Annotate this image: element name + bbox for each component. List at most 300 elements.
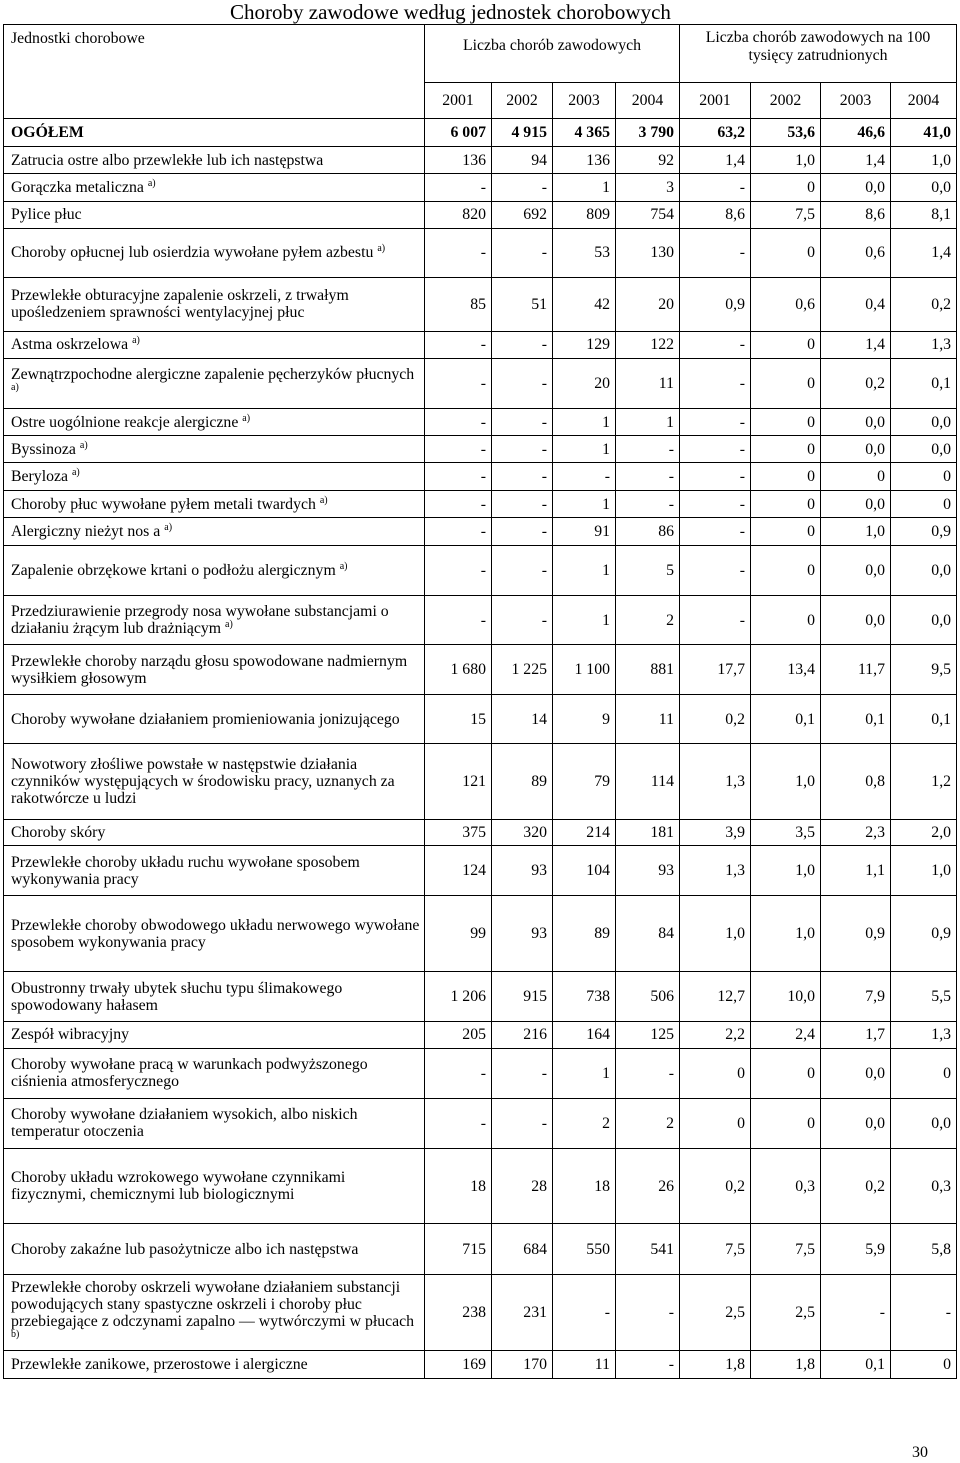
cases-count-cell: 89: [492, 744, 553, 820]
cases-count-cell: 214: [553, 819, 616, 846]
cases-count-cell: 692: [492, 202, 553, 229]
cases-rate-cell: 0,9: [891, 518, 957, 546]
cases-rate-cell: 63,2: [680, 119, 751, 147]
cases-count-cell: 170: [492, 1351, 553, 1379]
cases-rate-cell: 1,0: [891, 146, 957, 174]
cases-rate-cell: -: [680, 331, 751, 358]
cases-rate-cell: -: [680, 228, 751, 277]
cases-rate-cell: 0: [891, 462, 957, 490]
disease-unit-text: Gorączka metaliczna: [11, 179, 144, 197]
cases-rate-cell: 2,5: [751, 1275, 821, 1351]
cases-rate-cell: 0,1: [891, 358, 957, 408]
cases-rate-cell: 1,3: [891, 331, 957, 358]
cases-rate-cell: 46,6: [821, 119, 891, 147]
table-header: [4, 25, 957, 119]
cases-count-cell: 51: [492, 277, 553, 331]
disease-unit-label: [4, 1224, 425, 1275]
disease-unit-label: [4, 846, 425, 896]
cases-rate-cell: 2,0: [891, 819, 957, 846]
cases-count-cell: 20: [616, 277, 680, 331]
cases-rate-cell: 1,7: [821, 1022, 891, 1049]
cases-rate-cell: 0,3: [891, 1148, 957, 1224]
cases-count-cell: 93: [492, 896, 553, 972]
disease-unit-text: Choroby wywołane pracą w warunkach podwyższonego ciśnienia atmosferycznego: [11, 1056, 368, 1091]
cases-count-cell: 4 365: [553, 119, 616, 147]
cases-rate-cell: 13,4: [751, 645, 821, 695]
cases-count-cell: 881: [616, 645, 680, 695]
cases-rate-cell: 5,9: [821, 1224, 891, 1275]
cases-count-cell: -: [616, 462, 680, 490]
cases-count-cell: 11: [553, 1351, 616, 1379]
cases-count-cell: 136: [425, 146, 492, 174]
disease-unit-text: Byssinoza: [11, 440, 76, 458]
cases-count-cell: 541: [616, 1224, 680, 1275]
table-row: [4, 645, 957, 695]
disease-unit-text: Astma oskrzelowa: [11, 336, 129, 354]
cases-rate-cell: 0,0: [821, 546, 891, 596]
cases-rate-cell: 0,0: [821, 436, 891, 463]
cases-count-cell: 104: [553, 846, 616, 896]
cases-count-cell: -: [425, 1048, 492, 1098]
cases-count-cell: 130: [616, 228, 680, 277]
cases-count-cell: -: [425, 1098, 492, 1148]
cases-rate-cell: 0,9: [891, 896, 957, 972]
cases-rate-cell: -: [680, 174, 751, 202]
cases-count-cell: -: [425, 358, 492, 408]
disease-unit-label: [4, 462, 425, 490]
footnote-marker: a): [225, 619, 233, 631]
table-row: [4, 819, 957, 846]
header-year: 2004: [616, 83, 680, 119]
disease-unit-label: [4, 1048, 425, 1098]
cases-rate-cell: 5,5: [891, 971, 957, 1021]
cases-count-cell: 15: [425, 695, 492, 744]
disease-unit-label: [4, 146, 425, 174]
cases-count-cell: 1 100: [553, 645, 616, 695]
cases-rate-cell: 0: [751, 546, 821, 596]
cases-count-cell: 14: [492, 695, 553, 744]
cases-rate-cell: 1,0: [891, 846, 957, 896]
table-row: [4, 1351, 957, 1379]
disease-unit-label: [4, 1022, 425, 1049]
cases-rate-cell: 1,4: [821, 331, 891, 358]
disease-unit-label: [4, 277, 425, 331]
footnote-marker: a): [132, 335, 140, 347]
cases-rate-cell: 0,0: [891, 596, 957, 645]
cases-rate-cell: 0: [751, 228, 821, 277]
cases-count-cell: -: [492, 490, 553, 518]
cases-count-cell: 231: [492, 1275, 553, 1351]
cases-rate-cell: 1,0: [751, 744, 821, 820]
cases-count-cell: 915: [492, 971, 553, 1021]
cases-count-cell: 1: [553, 436, 616, 463]
cases-rate-cell: 0,1: [751, 695, 821, 744]
cases-rate-cell: 1,8: [751, 1351, 821, 1379]
table-row: [4, 277, 957, 331]
cases-count-cell: -: [492, 546, 553, 596]
cases-count-cell: -: [492, 1048, 553, 1098]
cases-count-cell: 89: [553, 896, 616, 972]
table-row: [4, 1224, 957, 1275]
cases-rate-cell: 0,2: [891, 277, 957, 331]
header-year: 2001: [680, 83, 751, 119]
table-row: [4, 695, 957, 744]
cases-count-cell: -: [616, 490, 680, 518]
cases-rate-cell: 0: [680, 1048, 751, 1098]
cases-count-cell: 93: [492, 846, 553, 896]
cases-rate-cell: -: [680, 408, 751, 436]
cases-count-cell: 1: [553, 546, 616, 596]
cases-count-cell: -: [492, 408, 553, 436]
cases-rate-cell: -: [680, 546, 751, 596]
cases-count-cell: 124: [425, 846, 492, 896]
cases-count-cell: 114: [616, 744, 680, 820]
cases-count-cell: -: [492, 1098, 553, 1148]
cases-count-cell: 820: [425, 202, 492, 229]
cases-rate-cell: -: [891, 1275, 957, 1351]
header-year: 2003: [821, 83, 891, 119]
cases-rate-cell: 0,3: [751, 1148, 821, 1224]
cases-rate-cell: 1,0: [751, 896, 821, 972]
cases-rate-cell: 0,2: [680, 695, 751, 744]
cases-count-cell: -: [492, 518, 553, 546]
disease-unit-text: Zapalenie obrzękowe krtani o podłożu alergicznym: [11, 562, 336, 580]
cases-rate-cell: 0,2: [680, 1148, 751, 1224]
cases-count-cell: 205: [425, 1022, 492, 1049]
cases-count-cell: 85: [425, 277, 492, 331]
table-row: [4, 1022, 957, 1049]
disease-unit-text: Beryloza: [11, 467, 69, 485]
cases-count-cell: 86: [616, 518, 680, 546]
disease-unit-label: [4, 546, 425, 596]
cases-rate-cell: 7,9: [821, 971, 891, 1021]
disease-unit-text: Choroby płuc wywołane pyłem metali twardych: [11, 495, 316, 513]
cases-rate-cell: 0: [891, 1048, 957, 1098]
disease-unit-text: Ostre uogólnione reakcje alergiczne: [11, 413, 239, 431]
cases-rate-cell: -: [821, 1275, 891, 1351]
page-number: 30: [912, 1444, 928, 1461]
header-disease-units: Jednostki chorobowe: [4, 25, 425, 119]
cases-count-cell: 122: [616, 331, 680, 358]
disease-unit-label: [4, 408, 425, 436]
cases-count-cell: -: [492, 436, 553, 463]
cases-count-cell: 550: [553, 1224, 616, 1275]
cases-rate-cell: 2,5: [680, 1275, 751, 1351]
cases-count-cell: 6 007: [425, 119, 492, 147]
cases-count-cell: 5: [616, 546, 680, 596]
disease-unit-label: [4, 971, 425, 1021]
disease-unit-label: [4, 119, 425, 147]
footnote-marker: a): [339, 561, 348, 573]
footnote-marker: a): [147, 178, 156, 190]
disease-unit-label: [4, 174, 425, 202]
cases-rate-cell: 0,0: [891, 546, 957, 596]
footnote-marker: a): [71, 466, 80, 478]
cases-rate-cell: 0,0: [891, 174, 957, 202]
disease-unit-label: [4, 819, 425, 846]
cases-rate-cell: 0: [751, 436, 821, 463]
cases-rate-cell: 0,0: [891, 436, 957, 463]
cases-count-cell: 18: [425, 1148, 492, 1224]
cases-count-cell: 94: [492, 146, 553, 174]
cases-rate-cell: 1,4: [821, 146, 891, 174]
cases-count-cell: 18: [553, 1148, 616, 1224]
cases-rate-cell: 0,2: [821, 1148, 891, 1224]
footnote-marker: a): [79, 439, 88, 451]
disease-unit-text: Nowotwory złośliwe powstałe w następstwie działania czynników występujących w środowisku pracy, uznanych za rakotwórcze u ludzi: [11, 755, 395, 807]
cases-count-cell: 2: [616, 596, 680, 645]
table-row: [4, 228, 957, 277]
cases-rate-cell: 3,9: [680, 819, 751, 846]
cases-count-cell: -: [425, 331, 492, 358]
table-row: [4, 971, 957, 1021]
cases-count-cell: 320: [492, 819, 553, 846]
table-row: [4, 846, 957, 896]
cases-count-cell: -: [425, 174, 492, 202]
cases-rate-cell: 11,7: [821, 645, 891, 695]
cases-rate-cell: 0: [751, 462, 821, 490]
cases-count-cell: 1: [553, 1048, 616, 1098]
table-title: Choroby zawodowe według jednostek chorobowych: [230, 0, 671, 24]
cases-rate-cell: 0,1: [821, 695, 891, 744]
cases-count-cell: 1 206: [425, 971, 492, 1021]
cases-count-cell: 1 680: [425, 645, 492, 695]
cases-count-cell: -: [425, 436, 492, 463]
footnote-marker: a): [11, 382, 19, 394]
table-row: [4, 490, 957, 518]
disease-unit-label: [4, 1351, 425, 1379]
cases-count-cell: 506: [616, 971, 680, 1021]
cases-rate-cell: 0,0: [821, 596, 891, 645]
disease-unit-text: Choroby opłucnej lub osierdzia wywołane pyłem azbestu: [11, 244, 374, 262]
cases-count-cell: 715: [425, 1224, 492, 1275]
cases-count-cell: 53: [553, 228, 616, 277]
footnote-marker: b): [11, 1328, 20, 1340]
cases-count-cell: 684: [492, 1224, 553, 1275]
cases-count-cell: -: [492, 228, 553, 277]
cases-count-cell: -: [425, 408, 492, 436]
cases-rate-cell: 2,4: [751, 1022, 821, 1049]
table-row: [4, 546, 957, 596]
cases-count-cell: 84: [616, 896, 680, 972]
disease-unit-text: Choroby skóry: [11, 824, 106, 842]
disease-unit-text: Choroby układu wzrokowego wywołane czynnikami fizycznymi, chemicznymi lub biologicznymi: [11, 1169, 346, 1204]
disease-unit-text: Przewlekłe choroby układu ruchu wywołane sposobem wykonywania pracy: [11, 853, 360, 888]
disease-unit-label: [4, 490, 425, 518]
cases-rate-cell: 1,0: [751, 846, 821, 896]
cases-count-cell: 91: [553, 518, 616, 546]
disease-unit-text: Alergiczny nieżyt nos a: [11, 523, 161, 541]
cases-count-cell: -: [616, 1048, 680, 1098]
cases-rate-cell: 1,1: [821, 846, 891, 896]
cases-count-cell: 1: [553, 490, 616, 518]
cases-count-cell: 1: [553, 596, 616, 645]
cases-rate-cell: 53,6: [751, 119, 821, 147]
cases-count-cell: 2: [616, 1098, 680, 1148]
disease-unit-label: [4, 518, 425, 546]
cases-count-cell: 738: [553, 971, 616, 1021]
cases-rate-cell: -: [680, 518, 751, 546]
table-row: [4, 331, 957, 358]
cases-rate-cell: 1,4: [891, 228, 957, 277]
cases-count-cell: 809: [553, 202, 616, 229]
disease-unit-label: [4, 744, 425, 820]
table-row: [4, 1275, 957, 1351]
cases-rate-cell: 1,0: [680, 896, 751, 972]
table-row: [4, 174, 957, 202]
cases-rate-cell: 0,9: [821, 896, 891, 972]
cases-rate-cell: 0,0: [891, 1098, 957, 1148]
cases-rate-cell: -: [680, 358, 751, 408]
cases-rate-cell: 0: [891, 1351, 957, 1379]
cases-rate-cell: 0,0: [821, 1048, 891, 1098]
cases-count-cell: 136: [553, 146, 616, 174]
cases-count-cell: 129: [553, 331, 616, 358]
disease-unit-label: [4, 202, 425, 229]
table-row: [4, 358, 957, 408]
cases-count-cell: 1: [616, 408, 680, 436]
cases-rate-cell: 0,0: [891, 408, 957, 436]
cases-rate-cell: 0,1: [821, 1351, 891, 1379]
table-row: [4, 1098, 957, 1148]
cases-rate-cell: 0: [751, 1048, 821, 1098]
cases-rate-cell: 0: [751, 358, 821, 408]
disease-unit-text: Choroby wywołane działaniem promieniowania jonizującego: [11, 710, 400, 728]
table-row: [4, 146, 957, 174]
cases-rate-cell: 0,0: [821, 1098, 891, 1148]
table-row: [4, 596, 957, 645]
disease-unit-text: Przewlekłe zanikowe, przerostowe i alergiczne: [11, 1356, 308, 1374]
disease-unit-label: [4, 695, 425, 744]
cases-count-cell: -: [616, 1351, 680, 1379]
disease-unit-label: [4, 645, 425, 695]
cases-count-cell: 1: [553, 408, 616, 436]
cases-rate-cell: 0,0: [821, 490, 891, 518]
table-row: [4, 896, 957, 972]
cases-rate-cell: 0,9: [680, 277, 751, 331]
cases-rate-cell: 1,0: [751, 146, 821, 174]
header-year: 2002: [492, 83, 553, 119]
disease-unit-label: [4, 596, 425, 645]
cases-count-cell: 754: [616, 202, 680, 229]
cases-count-cell: 11: [616, 695, 680, 744]
cases-count-cell: 169: [425, 1351, 492, 1379]
cases-rate-cell: 1,3: [680, 846, 751, 896]
cases-rate-cell: 0,8: [821, 744, 891, 820]
cases-count-cell: -: [553, 1275, 616, 1351]
cases-count-cell: -: [425, 228, 492, 277]
disease-unit-text: Zatrucia ostre albo przewlekłe lub ich następstwa: [11, 151, 324, 169]
cases-rate-cell: 1,0: [821, 518, 891, 546]
cases-count-cell: 238: [425, 1275, 492, 1351]
cases-rate-cell: -: [680, 436, 751, 463]
cases-rate-cell: 0,1: [891, 695, 957, 744]
disease-unit-text: Zewnątrzpochodne alergiczne zapalenie pęcherzyków płucnych: [11, 366, 415, 384]
disease-unit-label: [4, 1148, 425, 1224]
cases-rate-cell: 0: [680, 1098, 751, 1148]
cases-count-cell: -: [616, 436, 680, 463]
cases-count-cell: 121: [425, 744, 492, 820]
cases-count-cell: -: [616, 1275, 680, 1351]
cases-rate-cell: 2,2: [680, 1022, 751, 1049]
cases-count-cell: -: [492, 331, 553, 358]
header-year: 2001: [425, 83, 492, 119]
disease-unit-label: [4, 436, 425, 463]
footnote-marker: a): [377, 243, 386, 255]
cases-count-cell: 92: [616, 146, 680, 174]
table-row: [4, 518, 957, 546]
cases-rate-cell: 0: [751, 1098, 821, 1148]
cases-count-cell: -: [492, 358, 553, 408]
cases-rate-cell: 2,3: [821, 819, 891, 846]
disease-unit-text: Przedziurawienie przegrody nosa wywołane substancjami o działaniu żrącym lub drażniącym: [11, 603, 389, 638]
cases-count-cell: -: [553, 462, 616, 490]
cases-count-cell: -: [492, 174, 553, 202]
cases-rate-cell: 1,8: [680, 1351, 751, 1379]
cases-count-cell: -: [425, 518, 492, 546]
disease-unit-text: Zespół wibracyjny: [11, 1026, 130, 1044]
cases-count-cell: 375: [425, 819, 492, 846]
cases-count-cell: 79: [553, 744, 616, 820]
cases-count-cell: 164: [553, 1022, 616, 1049]
cases-rate-cell: 8,6: [821, 202, 891, 229]
cases-rate-cell: 0: [891, 490, 957, 518]
cases-rate-cell: 5,8: [891, 1224, 957, 1275]
table-row: [4, 462, 957, 490]
cases-count-cell: 20: [553, 358, 616, 408]
disease-unit-label: [4, 1275, 425, 1351]
table-row: [4, 1048, 957, 1098]
cases-rate-cell: 0,6: [751, 277, 821, 331]
cases-rate-cell: 8,1: [891, 202, 957, 229]
cases-count-cell: 3 790: [616, 119, 680, 147]
cases-count-cell: 1 225: [492, 645, 553, 695]
cases-rate-cell: 0: [751, 331, 821, 358]
cases-rate-cell: 0,0: [821, 174, 891, 202]
cases-rate-cell: 0,2: [821, 358, 891, 408]
cases-rate-cell: 0: [751, 174, 821, 202]
cases-count-cell: 216: [492, 1022, 553, 1049]
disease-unit-text: Przewlekłe choroby narządu głosu spowodowane nadmiernym wysiłkiem głosowym: [11, 652, 408, 687]
cases-rate-cell: 3,5: [751, 819, 821, 846]
table-row: [4, 408, 957, 436]
disease-unit-text: Choroby wywołane działaniem wysokich, albo niskich temperatur otoczenia: [11, 1106, 358, 1141]
cases-count-cell: -: [425, 546, 492, 596]
cases-count-cell: 4 915: [492, 119, 553, 147]
disease-unit-text: Choroby zakaźne lub pasożytnicze albo ich następstwa: [11, 1240, 359, 1258]
cases-rate-cell: 0: [751, 518, 821, 546]
cases-rate-cell: 0: [751, 490, 821, 518]
cases-rate-cell: 10,0: [751, 971, 821, 1021]
cases-count-cell: 99: [425, 896, 492, 972]
cases-rate-cell: 1,4: [680, 146, 751, 174]
cases-rate-cell: 1,2: [891, 744, 957, 820]
cases-rate-cell: 0: [751, 596, 821, 645]
table-row: [4, 1148, 957, 1224]
cases-rate-cell: 0,6: [821, 228, 891, 277]
table-row: [4, 744, 957, 820]
table-row: [4, 202, 957, 229]
cases-rate-cell: 0: [821, 462, 891, 490]
disease-unit-text: Przewlekłe choroby obwodowego układu nerwowego wywołane sposobem wykonywania pracy: [11, 916, 420, 951]
table-body: [4, 119, 957, 1379]
cases-rate-cell: 0,0: [821, 408, 891, 436]
cases-rate-cell: 7,5: [751, 202, 821, 229]
cases-rate-cell: 9,5: [891, 645, 957, 695]
disease-unit-text: Przewlekłe choroby oskrzeli wywołane działaniem substancji powodujących stany spastyczne oskrzeli i choroby płuc przebiegające z odczynami zapalno — wytwórczymi w płucach: [11, 1278, 415, 1330]
cases-count-cell: -: [492, 596, 553, 645]
header-year: 2004: [891, 83, 957, 119]
